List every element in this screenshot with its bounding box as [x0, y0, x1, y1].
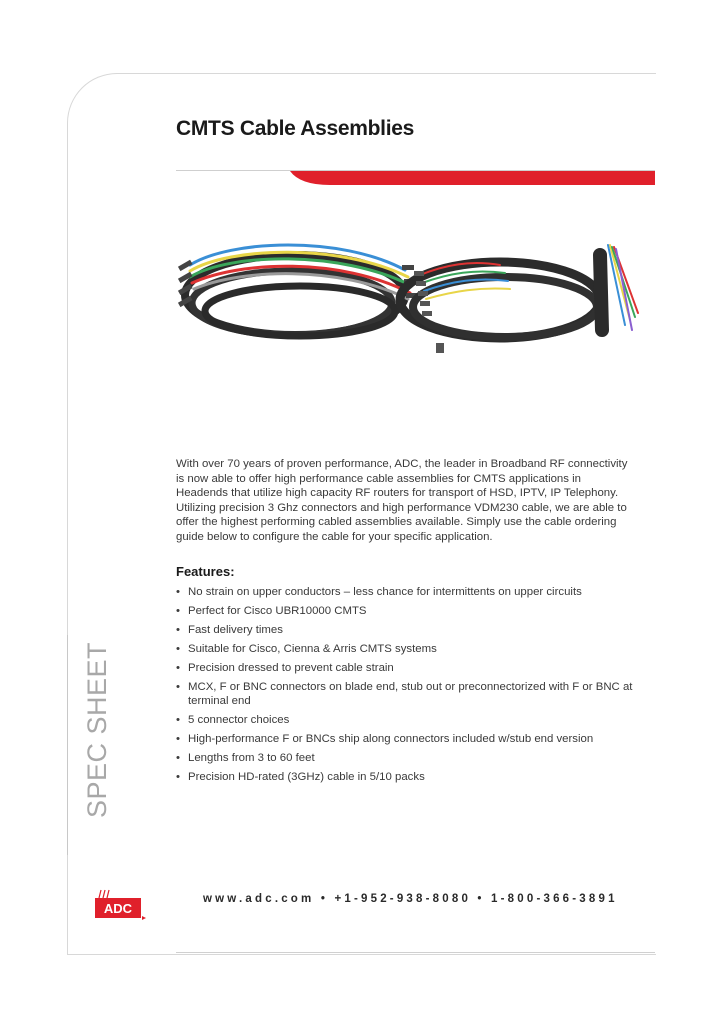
- page-title: CMTS Cable Assemblies: [176, 117, 414, 140]
- contact-line: www.adc.com • +1-952-938-8080 • 1-800-366-3891: [203, 893, 618, 905]
- bullet-icon: •: [176, 662, 180, 674]
- bullet-icon: •: [176, 643, 180, 655]
- red-accent-bar: [290, 171, 655, 185]
- bullet-icon: •: [176, 714, 180, 726]
- side-rule: [67, 635, 68, 855]
- spec-sheet-label: SPEC SHEET: [82, 641, 112, 818]
- bullet-icon: •: [176, 752, 180, 764]
- feature-item: • No strain on upper conductors – less chance for intermittents on upper circuits: [176, 586, 582, 598]
- cable-assemblies-photo: [170, 225, 640, 375]
- logo-text: ADC: [103, 901, 133, 916]
- adc-logo-icon: [95, 882, 147, 922]
- feature-item: • MCX, F or BNC connectors on blade end, stub out or preconnectorized with F or BNC at terminal end: [176, 681, 633, 707]
- intro-paragraph: With over 70 years of proven performance, ADC, the leader in Broadband RF connectivity is now able to offer high performance cable assemblies for CMTS applications in Headends that utilize high capacity RF routers for transport of HSD, IPTV, IP Telephony. Utilizing precision 3 Ghz connectors and high performance VDM230 cable, we are able to offer the highest performing cabled assemblies available. Simply use the cable ordering guide below to configure the cable for your specific application.: [176, 458, 628, 543]
- feature-item: • 5 connector choices: [176, 714, 290, 726]
- bullet-icon: •: [176, 771, 180, 783]
- feature-item: • Precision HD-rated (3GHz) cable in 5/10 packs: [176, 771, 425, 783]
- features-list: [176, 585, 646, 789]
- bullet-icon: •: [176, 605, 180, 617]
- feature-item: • Perfect for Cisco UBR10000 CMTS: [176, 605, 367, 617]
- footer-rule: [176, 952, 655, 953]
- feature-item: • Precision dressed to prevent cable strain: [176, 662, 394, 674]
- feature-item: • Lengths from 3 to 60 feet: [176, 752, 315, 764]
- bullet-icon: •: [176, 586, 180, 598]
- feature-item: • Suitable for Cisco, Cienna & Arris CMTS systems: [176, 643, 437, 655]
- features-heading: Features:: [176, 564, 235, 579]
- feature-item: • Fast delivery times: [176, 624, 283, 636]
- bullet-icon: •: [176, 681, 180, 693]
- feature-item: • High-performance F or BNCs ship along connectors included w/stub end version: [176, 733, 594, 745]
- bullet-icon: •: [176, 624, 180, 636]
- bullet-icon: •: [176, 733, 180, 745]
